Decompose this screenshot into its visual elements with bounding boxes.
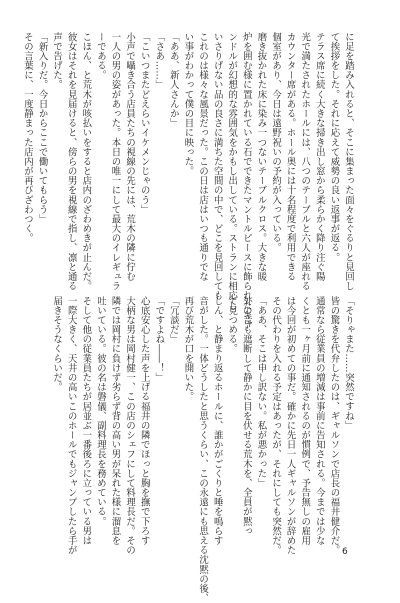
text-line: 炉を囲む様に置かれている石でできたマントルピースに飾られたキャ xyxy=(240,32,252,330)
text-line: に足を踏み入れると、そこに集まった面々をぐるりと見回し xyxy=(343,32,354,291)
text-line: 通常なら従業員の増減は事前に告知される。今までは少な xyxy=(313,296,325,546)
text-line: て見つめる。 xyxy=(226,296,238,354)
text-line: 再び荒木が口を開いた。 xyxy=(182,296,194,402)
text-line: こほん、と荒木が咳払いをすると店内のざわめきが止んだ。 xyxy=(80,32,92,291)
text-line: 音がした。一体どうしたと思うくらい、この永遠にも思える沈黙の後、 xyxy=(197,296,209,603)
text-line: しん、と静まり返るホールに、誰かがごくりと唾を鳴らす xyxy=(211,296,223,546)
text-line: 一際大きく、天井の高いこのホールでもジャンプしたら手が xyxy=(65,296,77,555)
text-line: これのは様々な風景だった。この日は店はいつも通りでな xyxy=(197,32,209,282)
text-line: 隣では岡村に負けず劣らず背の高い男が呆れた様に溜息を xyxy=(109,296,121,546)
text-line: ーである。 xyxy=(94,32,106,80)
text-line: 「そりゃまた……突然ですね」 xyxy=(343,296,354,431)
text-line: い事がわかって僕の目に映った。 xyxy=(182,32,194,176)
text-line: 「冗談だ」 xyxy=(167,296,179,344)
text-line: 彼女はそれを見届けると、傍らの男を視線で指し、凛と通る xyxy=(65,32,77,291)
text-line: 吐いている。彼の名は磐儀、副料理長を務めている。 xyxy=(94,296,106,527)
text-line: て挨拶をした。それに応えて威勢の良い返事が返る。 xyxy=(328,32,340,263)
text-line: カウンター席がある。ホール奥には十名程度で利用できる xyxy=(284,32,296,282)
text-column-lower xyxy=(49,296,355,603)
text-line: その言葉に、一度静まった店内が再びざわつく。 xyxy=(21,32,33,243)
text-line: 大柄な男は岡村健一、この店のシェフにして料理長だ。その xyxy=(124,296,136,555)
text-line: ンドルが幻想的な雰囲気をかもし出している。ストランに相応し xyxy=(226,32,238,311)
page-number: 6 xyxy=(342,547,348,557)
text-line: 声で告げた。 xyxy=(51,32,63,90)
text-line: 「さあ……」 xyxy=(153,32,165,90)
text-line: 外の音も遮断して静かに目を伏せる荒木を、全員が黙っ xyxy=(240,296,252,536)
text-line: は今回が初めての事だ。確かに先日一人ギャルソンが辞めた xyxy=(284,296,296,555)
text-line: 「ああ、そこは申し訳ない。私が悪かった」 xyxy=(255,296,267,488)
text-line: テラス席に続く大きな掃き出し窓から柔らかく降り注ぐ陽 xyxy=(313,32,325,282)
text-line: 「こいつまたどえらいイケメンじゃのう」 xyxy=(138,32,150,215)
text-line: その代わりを入れる予定はあったが、それにしても突然だ。 xyxy=(270,296,282,555)
text-line: 心底安心した声を上げる福井の隣でほっと胸を撫で下ろす xyxy=(138,296,150,546)
text-line: 「ああ、新人さんか」 xyxy=(167,32,179,128)
text-line: 小声で囁き合う店員たちの視線の先には、荒木の隣に佇む xyxy=(124,32,136,282)
text-line: 「新入りだ。今日からここで働いてもらう」 xyxy=(36,32,48,224)
text-line: 磨き抜かれた床に染み一つないテーブルクロス。大きな暖 xyxy=(255,32,267,282)
text-line: くとも一ヶ月前に通知されるのが慣例で、予告無しの雇用 xyxy=(299,296,311,546)
text-line: 一人の男の姿があった。本日の唯一にして最大のイレギュラ xyxy=(109,32,121,291)
text-line: 皆の驚きを代弁したのは、ギャルソンで店長の福井健介だ。 xyxy=(328,296,340,555)
text-line: 「ですよね――！」 xyxy=(153,296,165,383)
text-line: いさりげない品の良さに満ちた空間の中で、どこを見回しても xyxy=(211,32,223,301)
text-line: 届きそうなくらいだ。 xyxy=(51,296,63,392)
text-line: 個室があり、今日は遠野祝いの予約が入っている。 xyxy=(270,32,282,253)
text-line: 光で満たされたホールには、八つのテーブルと六人が座れる xyxy=(299,32,311,291)
text-line: そして他の従業員たちが居並ぶ一番後ろに立っている男は xyxy=(80,296,92,546)
